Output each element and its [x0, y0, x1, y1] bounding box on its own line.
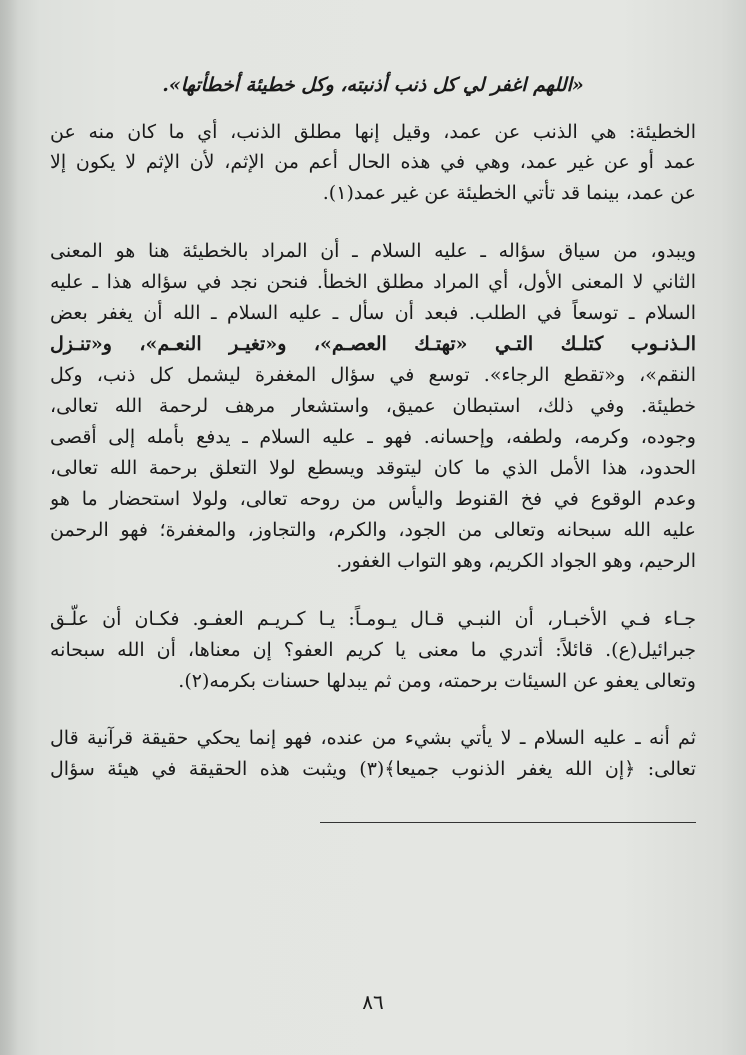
paragraph-4-line-1: ثم أنه ـ عليه السلام ـ لا يأتي بشيء من عنده، فهو إنما يحكي حقيقة قرآنية قال [50, 727, 696, 749]
paragraph-2-line-10: عليه الله سبحانه وتعالى من الجود، والكرم، والتجاوز، والمغفرة؛ فهو الرحمن [50, 519, 696, 541]
paragraph-2-line-4: الـذنـوب كتلـك التـي «تهتـك العصـم»، و«تغيـر النعـم»، و«تنـزل [50, 333, 696, 355]
paragraph-1-line-2: عمد أو عن غير عمد، وهي في هذه الحال أعم من الإثم، لأن الإثم لا يكون إلا [50, 151, 696, 173]
paragraph-3-line-1: جـاء فـي الأخبـار، أن النبـي قـال يـومـاً: يـا كـريـم العفـو. فكـان أن علّـق [50, 608, 696, 630]
paragraph-2-line-7: وجوده، وكرمه، ولطفه، وإحسانه. فهو ـ عليه السلام ـ يدفع بأمله إلى أقصى [50, 426, 696, 448]
paragraph-2-line-9: وعدم الوقوع في فخ القنوط واليأس من روحه تعالى، ولولا استحضار ما هو [50, 488, 696, 510]
paragraph-3-line-2: جبرائيل(ع). قائلاً: أتدري ما معنى يا كريم العفو؟ إن معناها، أن الله سبحانه [50, 639, 696, 661]
paragraph-4-line-2: تعالى: ﴿إن الله يغفر الذنوب جميعا﴾(٣) ويثبت هذه الحقيقة في هيئة سؤال [50, 758, 696, 780]
paragraph-2-line-3: السلام ـ توسعاً في الطلب. فبعد أن سأل ـ عليه السلام ـ الله أن يغفر بعض [50, 302, 696, 324]
paragraph-2-line-2: الثاني لا المعنى الأول، أي المراد مطلق الخطأ. فنحن نجد في سؤاله هذا ـ عليه [50, 271, 696, 293]
paragraph-1-line-1: الخطيئة: هي الذنب عن عمد، وقيل إنها مطلق الذنب، أي ما كان منه عن [50, 121, 696, 143]
heading-quote: «اللهم اغفر لي كل ذنب أذنبته، وكل خطيئة أخطأتها». [162, 74, 584, 96]
paragraph-3-line-3: وتعالى يعفو عن السيئات برحمته، ومن ثم يبدلها حسنات بكرمه(٢). [178, 670, 696, 692]
paragraph-2-line-6: خطيئة. وفي ذلك، استبطان عميق، واستشعار مرهف لرحمة الله تعالى، [50, 395, 696, 417]
paragraph-2-line-8: الحدود، هذا الأمل الذي ما كان ليتوقد ويسطع لولا التعلق برحمة الله تعالى، [50, 457, 696, 479]
page-number: ٨٦ [362, 990, 384, 1014]
footnote-divider [320, 822, 696, 823]
paragraph-2-line-11: الرحيم، وهو الجواد الكريم، وهو التواب الغفور. [336, 550, 696, 572]
paragraph-1-line-3: عن عمد، بينما قد تأتي الخطيئة عن غير عمد(١). [322, 182, 696, 204]
paragraph-2-line-5: النقم»، و«تقطع الرجاء». توسع في سؤال المغفرة ليشمل كل ذنب، وكل [50, 364, 696, 386]
paragraph-2-line-1: ويبدو، من سياق سؤاله ـ عليه السلام ـ أن المراد بالخطيئة هنا هو المعنى [50, 240, 696, 262]
